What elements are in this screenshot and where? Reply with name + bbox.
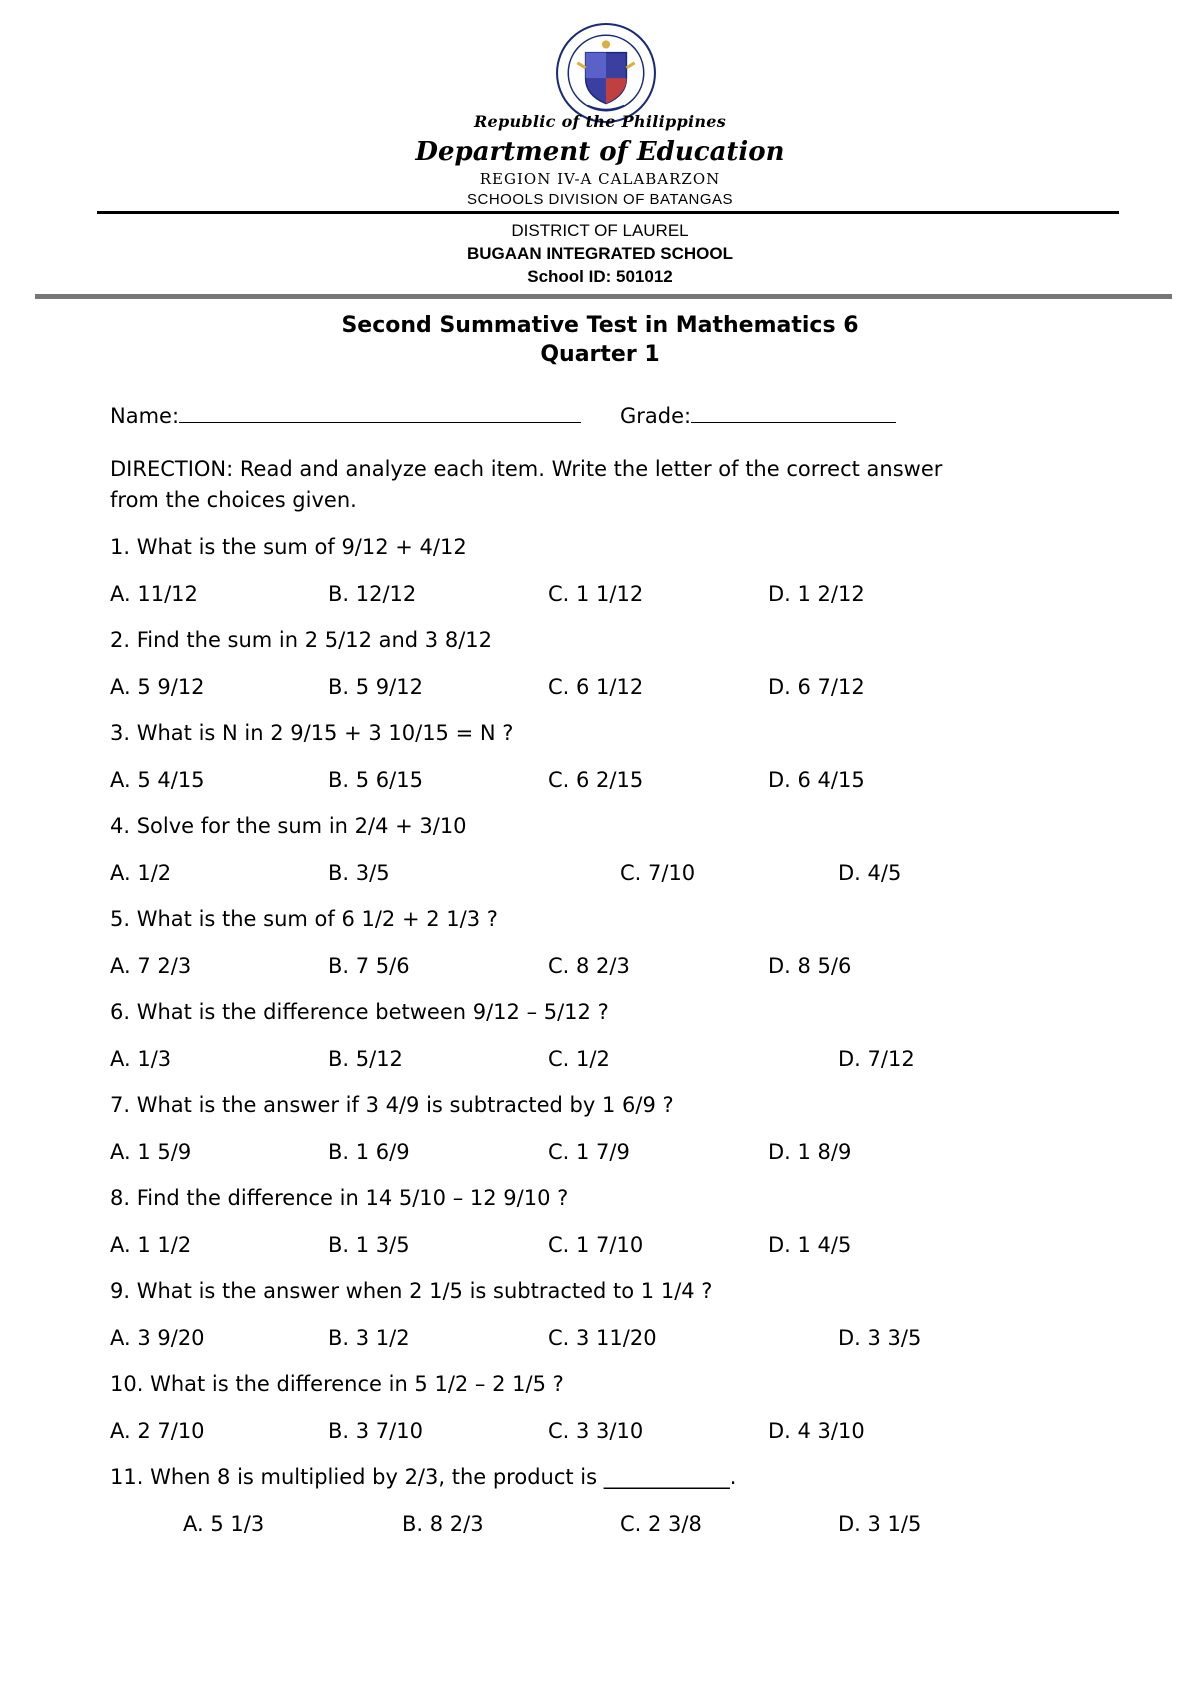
choice-10b: B. 3 7/10 [328, 1419, 423, 1443]
choice-8c: C. 1 7/10 [548, 1233, 644, 1257]
test-title: Second Summative Test in Mathematics 6 [341, 313, 859, 338]
choice-2d: D. 6 7/12 [768, 675, 865, 699]
choice-1d: D. 1 2/12 [768, 582, 865, 606]
choice-4a: A. 1/2 [110, 861, 172, 885]
question-9: 9. What is the answer when 2 1/5 is subtracted to 1 1/4 ? [110, 1279, 713, 1303]
choice-3c: C. 6 2/15 [548, 768, 644, 792]
question-7: 7. What is the answer if 3 4/9 is subtracted by 1 6/9 ? [110, 1093, 674, 1117]
choice-11b: B. 8 2/3 [402, 1512, 484, 1536]
choice-4c: C. 7/10 [620, 861, 696, 885]
grade-blank[interactable] [691, 400, 896, 423]
question-10: 10. What is the difference in 5 1/2 – 2 1/5 ? [110, 1372, 564, 1396]
choice-3a: A. 5 4/15 [110, 768, 205, 792]
choice-5d: D. 8 5/6 [768, 954, 852, 978]
school-name: BUGAAN INTEGRATED SCHOOL [466, 244, 733, 263]
choice-6a: A. 1/3 [110, 1047, 172, 1071]
choice-8a: A. 1 1/2 [110, 1233, 192, 1257]
school-id: School ID: 501012 [527, 267, 673, 286]
direction-line-1: DIRECTION: Read and analyze each item. Write the letter of the correct answer [110, 457, 943, 481]
question-8: 8. Find the difference in 14 5/10 – 12 9/10 ? [110, 1186, 569, 1210]
question-1: 1. What is the sum of 9/12 + 4/12 [110, 535, 467, 559]
question-6: 6. What is the difference between 9/12 – 5/12 ? [110, 1000, 609, 1024]
name-blank[interactable] [179, 400, 581, 423]
choice-8b: B. 1 3/5 [328, 1233, 410, 1257]
question-11: 11. When 8 is multiplied by 2/3, the product is ____________. [110, 1465, 737, 1489]
choice-5c: C. 8 2/3 [548, 954, 630, 978]
choice-11a: A. 5 1/3 [183, 1512, 265, 1536]
header-bottom-divider [35, 294, 1172, 299]
choice-7a: A. 1 5/9 [110, 1140, 192, 1164]
choice-4b: B. 3/5 [328, 861, 390, 885]
choice-9c: C. 3 11/20 [548, 1326, 657, 1350]
choice-1a: A. 11/12 [110, 582, 198, 606]
header-divider [97, 211, 1119, 214]
choice-5b: B. 7 5/6 [328, 954, 410, 978]
choice-8d: D. 1 4/5 [768, 1233, 852, 1257]
choice-10a: A. 2 7/10 [110, 1419, 205, 1443]
choice-9b: B. 3 1/2 [328, 1326, 410, 1350]
question-2: 2. Find the sum in 2 5/12 and 3 8/12 [110, 628, 492, 652]
choice-6b: B. 5/12 [328, 1047, 403, 1071]
choice-6c: C. 1/2 [548, 1047, 610, 1071]
district-heading: DISTRICT OF LAUREL [511, 221, 689, 240]
choice-2b: B. 5 9/12 [328, 675, 423, 699]
question-4: 4. Solve for the sum in 2/4 + 3/10 [110, 814, 467, 838]
republic-heading: Republic of the Philippines [473, 112, 727, 131]
choice-2a: A. 5 9/12 [110, 675, 205, 699]
question-3: 3. What is N in 2 9/15 + 3 10/15 = N ? [110, 721, 514, 745]
choice-9d: D. 3 3/5 [838, 1326, 922, 1350]
department-heading: Department of Education [415, 137, 785, 167]
choice-1c: C. 1 1/12 [548, 582, 644, 606]
choice-11d: D. 3 1/5 [838, 1512, 922, 1536]
choice-10d: D. 4 3/10 [768, 1419, 865, 1443]
question-5: 5. What is the sum of 6 1/2 + 2 1/3 ? [110, 907, 498, 931]
grade-label: Grade: [620, 404, 692, 428]
choice-7c: C. 1 7/9 [548, 1140, 630, 1164]
choice-10c: C. 3 3/10 [548, 1419, 644, 1443]
choice-7d: D. 1 8/9 [768, 1140, 852, 1164]
deped-seal-logo [555, 22, 657, 124]
division-heading: SCHOOLS DIVISION OF BATANGAS [467, 191, 733, 208]
choice-9a: A. 3 9/20 [110, 1326, 205, 1350]
choice-7b: B. 1 6/9 [328, 1140, 410, 1164]
test-subtitle: Quarter 1 [540, 342, 660, 367]
grade-field[interactable] [620, 400, 896, 428]
choice-3b: B. 5 6/15 [328, 768, 423, 792]
name-label: Name: [110, 404, 180, 428]
choice-1b: B. 12/12 [328, 582, 417, 606]
choice-3d: D. 6 4/15 [768, 768, 865, 792]
name-field[interactable] [110, 400, 581, 428]
choice-6d: D. 7/12 [838, 1047, 915, 1071]
choice-4d: D. 4/5 [838, 861, 902, 885]
region-heading: REGION IV-A CALABARZON [479, 170, 721, 188]
choice-5a: A. 7 2/3 [110, 954, 192, 978]
choice-2c: C. 6 1/12 [548, 675, 644, 699]
choice-11c: C. 2 3/8 [620, 1512, 702, 1536]
direction-line-2: from the choices given. [110, 488, 357, 512]
